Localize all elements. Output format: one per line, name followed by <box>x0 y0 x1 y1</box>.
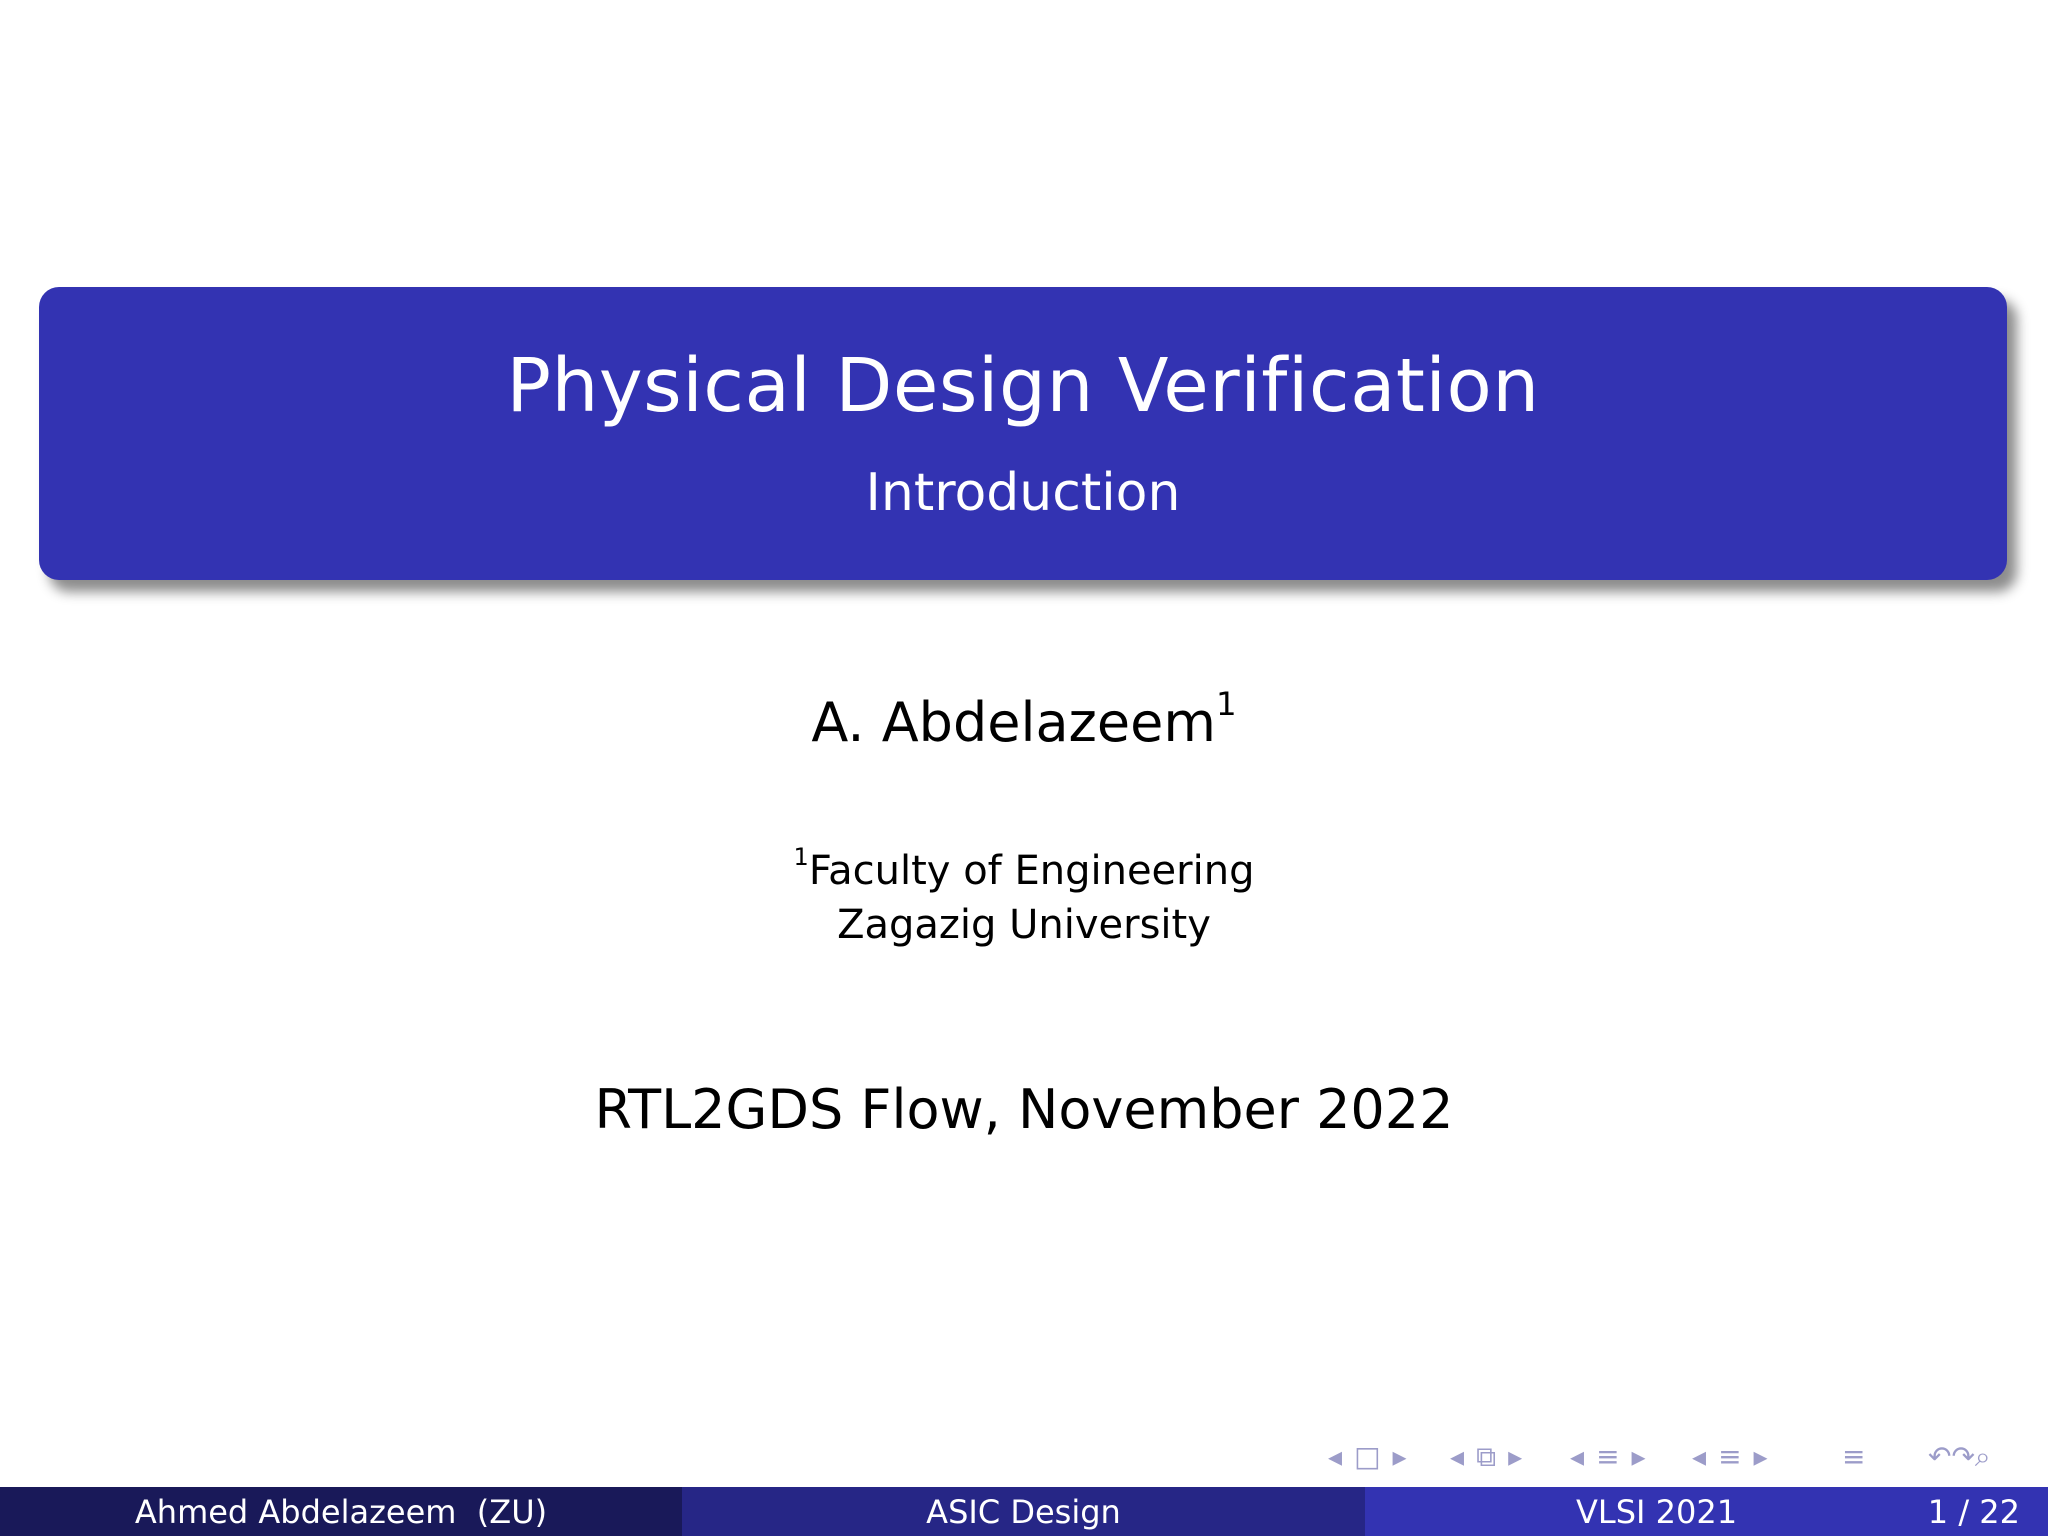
institute-affiliation-mark: 1 <box>793 842 809 871</box>
nav-subsection-group <box>1686 1440 1774 1474</box>
nav-section-next-icon[interactable]: ▸ <box>1631 1440 1646 1473</box>
nav-undo-redo-search-icon[interactable]: ↶↷⌕ <box>1928 1440 1991 1473</box>
institute-line-2: Zagazig University <box>837 902 1211 948</box>
nav-frame-icon[interactable]: □ <box>1354 1440 1381 1473</box>
institute-line-1: $^1$Faculty of Engineering <box>793 842 1255 894</box>
footer-author: Ahmed Abdelazeem (ZU) <box>134 1492 548 1531</box>
nav-subframe-group <box>1444 1440 1528 1474</box>
nav-toc-group <box>1836 1440 1871 1474</box>
date-line: RTL2GDS Flow, November 2022 <box>594 1078 1454 1141</box>
author-affiliation-mark: 1 <box>1215 685 1237 724</box>
footer-page-number: 1 / 22 <box>1927 1492 2020 1531</box>
author-name: A. Abdelazeem <box>811 691 1216 754</box>
nav-section-icon[interactable]: ≡ <box>1596 1440 1620 1473</box>
footer-conference: VLSI 2021 <box>1576 1492 1738 1531</box>
nav-subframe-icon[interactable]: ⧉ <box>1476 1440 1497 1473</box>
footer-course: ASIC Design <box>926 1492 1121 1531</box>
nav-subsection-prev-icon[interactable]: ◂ <box>1692 1440 1707 1473</box>
nav-search-group <box>1922 1440 1997 1474</box>
slide-title: Physical Design Verification <box>506 343 1540 429</box>
nav-frame-next-icon[interactable]: ▸ <box>1392 1440 1407 1473</box>
nav-section-group <box>1564 1440 1652 1474</box>
footer-course-cell <box>682 1487 1365 1536</box>
title-box <box>39 287 2007 580</box>
author <box>0 685 2048 754</box>
institute <box>0 844 2048 952</box>
nav-subsection-next-icon[interactable]: ▸ <box>1753 1440 1768 1473</box>
nav-frame-group <box>1322 1440 1413 1474</box>
nav-toc-icon[interactable]: ≡ <box>1842 1440 1866 1473</box>
nav-subframe-next-icon[interactable]: ▸ <box>1508 1440 1523 1473</box>
nav-frame-prev-icon[interactable]: ◂ <box>1328 1440 1343 1473</box>
footer <box>0 1487 2048 1536</box>
nav-section-prev-icon[interactable]: ◂ <box>1570 1440 1585 1473</box>
slide-subtitle: Introduction <box>865 463 1181 523</box>
footer-author-cell <box>0 1487 682 1536</box>
nav-subframe-prev-icon[interactable]: ◂ <box>1450 1440 1465 1473</box>
nav-subsection-icon[interactable]: ≡ <box>1718 1440 1742 1473</box>
footer-info-cell <box>1365 1487 2048 1536</box>
